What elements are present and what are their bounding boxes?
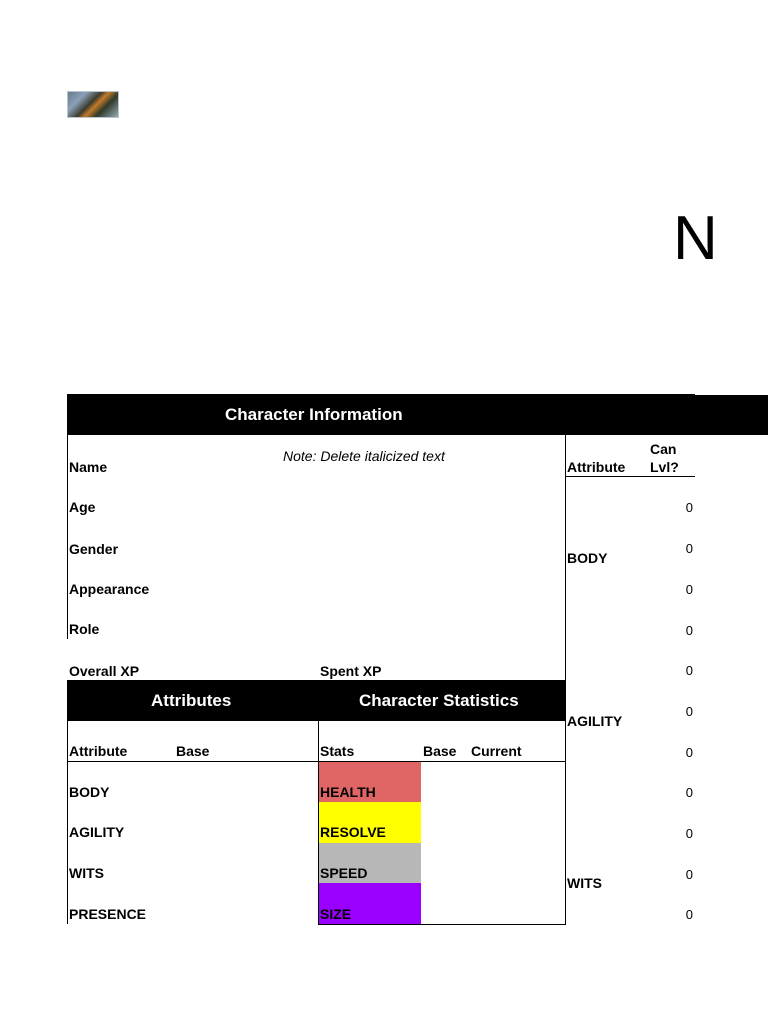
level-value: 0 (685, 745, 693, 760)
level-value: 0 (685, 663, 693, 678)
field-name-label: Name (69, 459, 108, 475)
character-statistics-title: Character Statistics (359, 691, 519, 710)
stat-label-health: HEALTH (320, 784, 376, 800)
stats-col-base: Base (423, 743, 457, 759)
leveling-col-lvl: Lvl? (650, 459, 679, 475)
stat-label-resolve: RESOLVE (320, 824, 386, 840)
stat-cell-resolve (319, 802, 421, 843)
left-border-lower (67, 721, 68, 924)
leveling-group-agility: AGILITY (567, 713, 623, 729)
info-right-border (565, 435, 566, 924)
level-value: 0 (685, 623, 693, 638)
leveling-col-attribute: Attribute (567, 459, 626, 475)
left-border (67, 435, 68, 639)
stats-col-stats: Stats (320, 743, 355, 759)
attribute-row-agility: AGILITY (69, 824, 125, 840)
level-value: 0 (685, 867, 693, 882)
field-role-label: Role (69, 621, 100, 637)
attributes-header-underline (67, 761, 566, 762)
level-value: 0 (685, 907, 693, 922)
character-information-header (67, 394, 695, 435)
stat-cell-size (319, 883, 421, 924)
level-value: 0 (685, 541, 693, 556)
attribute-row-presence: PRESENCE (69, 906, 147, 922)
level-value: 0 (685, 785, 693, 800)
right-header-bar (695, 395, 768, 435)
attributes-header (67, 680, 318, 721)
field-appearance-label: Appearance (69, 581, 150, 597)
stat-label-size: SIZE (320, 906, 352, 922)
spent-xp-label: Spent XP (320, 663, 382, 679)
attributes-title: Attributes (151, 691, 232, 710)
stat-cell-speed (319, 843, 421, 883)
leveling-group-wits: WITS (567, 875, 602, 891)
stats-bottom-border (318, 924, 566, 925)
leveling-group-body: BODY (567, 550, 608, 566)
leveling-header-underline (566, 476, 695, 477)
attribute-row-wits: WITS (69, 865, 104, 881)
level-value: 0 (685, 500, 693, 515)
field-gender-label: Gender (69, 541, 119, 557)
attributes-col-base: Base (176, 743, 210, 759)
level-value: 0 (685, 582, 693, 597)
stat-label-speed: SPEED (320, 865, 368, 881)
attribute-row-body: BODY (69, 784, 110, 800)
level-value: 0 (685, 704, 693, 719)
level-value: 0 (685, 826, 693, 841)
attributes-col-attribute: Attribute (69, 743, 128, 759)
leveling-col-can: Can (650, 441, 677, 457)
overall-xp-label: Overall XP (69, 663, 140, 679)
title-partial-glyph: N (673, 204, 718, 273)
stat-cell-health (319, 762, 421, 802)
character-information-title: Character Information (225, 405, 403, 424)
character-statistics-header (318, 680, 566, 721)
field-age-label: Age (69, 499, 96, 515)
header-image (67, 91, 119, 118)
delete-italic-note: Note: Delete italicized text (283, 448, 445, 464)
stats-col-current: Current (471, 743, 522, 759)
